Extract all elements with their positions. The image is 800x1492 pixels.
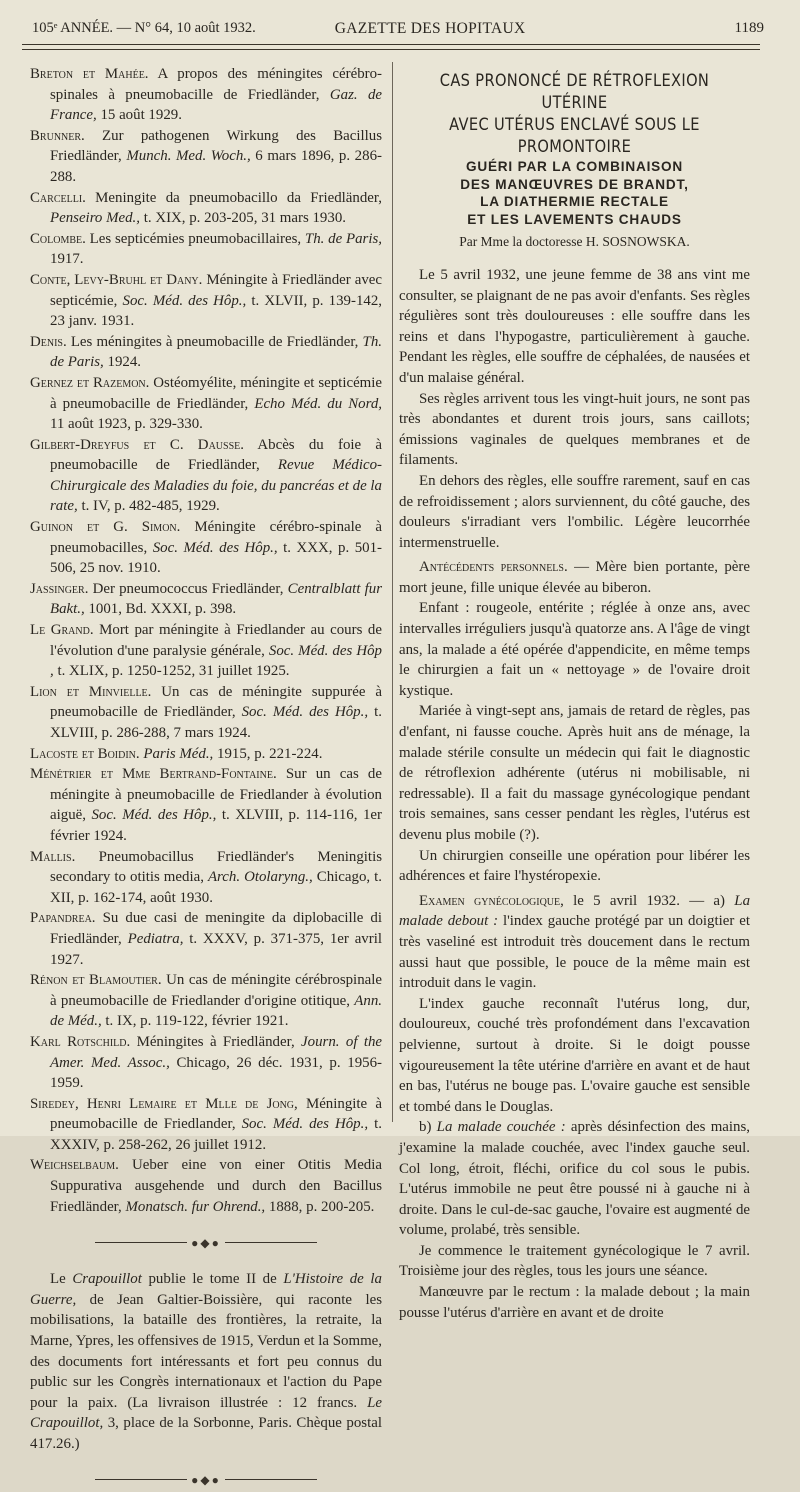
right-column bbox=[399, 70, 750, 1323]
reference-entry bbox=[30, 517, 382, 579]
reference-entry bbox=[30, 373, 382, 435]
reference-details: 1888, p. 200-205. bbox=[265, 1198, 375, 1215]
reference-journal: Echo Méd. du Nord, bbox=[254, 395, 382, 412]
reference-author: Gilbert-Dreyfus et C. Dausse. bbox=[30, 436, 244, 453]
reference-author: Colombe. bbox=[30, 230, 86, 247]
reference-text: Der pneumococcus Friedländer, bbox=[88, 580, 288, 597]
reference-journal: Soc. Méd. des Hôp., bbox=[91, 807, 217, 824]
reference-author: Ménétrier et Mme Bertrand-Fontaine. bbox=[30, 766, 277, 783]
reference-author: Brunner. bbox=[30, 127, 85, 144]
running-header bbox=[22, 20, 778, 46]
reference-text: Un cas de méningite cérébrospinale à pneumobacille de Friedlander d'origine otitique, bbox=[50, 972, 382, 1009]
antecedents-details bbox=[399, 598, 750, 886]
reference-author: Rénon et Blamoutier. bbox=[30, 972, 162, 989]
reference-details: 6 mars 1896, p. 286-288. bbox=[50, 148, 382, 185]
reference-details: t. XXXV, p. 371-375, 1er avril 1927. bbox=[50, 930, 382, 968]
article-byline: Par Mme la doctoresse H. SOSNOWSKA. bbox=[459, 234, 690, 250]
reference-entry bbox=[30, 1155, 382, 1217]
reference-author: Breton et Mahée. bbox=[30, 66, 149, 82]
reference-text: Ueber eine von einer Otitis Media Suppurativa ausgehende und durch den Bacillus Friedländer, bbox=[50, 1157, 382, 1215]
reference-author: Mallis. bbox=[30, 848, 76, 865]
reference-journal: Th. de Paris, bbox=[304, 230, 382, 247]
reference-text: Un cas de méningite suppurée à pneumobacille de Friedländer, bbox=[50, 683, 382, 721]
reference-entry bbox=[30, 435, 382, 517]
reference-entry bbox=[30, 682, 382, 744]
reference-text: Méningites à Friedländer, bbox=[130, 1033, 302, 1050]
header-rule-bottom bbox=[22, 49, 760, 50]
reference-journal: Th. de Paris, bbox=[50, 333, 382, 371]
reference-details: t. XIX, p. 203-205, 31 mars 1930. bbox=[140, 210, 346, 227]
reference-author: Karl Rotschild. bbox=[30, 1033, 131, 1050]
reference-author: Gernez et Razemon. bbox=[30, 374, 150, 391]
reference-author: Lion et Minvielle. bbox=[30, 683, 152, 700]
antecedents-paragraph: Enfant : rougeole, entérite ; réglée à onze ans, avec intervalles irréguliers jusqu'à quatorze ans. A l'âge de vingt ans, la malade a été opérée d'appendicite, en même temps le chirurgien a fait un « nettoyage » de l'ovaire droit kystique. bbox=[399, 600, 750, 699]
reference-details: 11 août 1923, p. 329-330. bbox=[50, 416, 203, 433]
reference-entry bbox=[30, 620, 382, 682]
reference-text: Abcès du foie à pneumobacille de Friedländer, bbox=[50, 436, 382, 474]
reference-details: t. XLVIII, p. 114-116, 1er février 1924. bbox=[50, 807, 382, 844]
reference-entry bbox=[30, 908, 382, 970]
intro-paragraph: En dehors des règles, elle souffre rarement, sauf en cas de refroidissement ; alors surviennent, du côté gauche, des douleurs s'irradiant vers l'ombilic. Légère leucorrhée intermenstruelle. bbox=[399, 472, 750, 551]
intro-paragraph: Le 5 avril 1932, une jeune femme de 38 ans vint me consulter, se plaignant de ne pas avoir d'enfants. Ses règles régulières sont très douloureuses : elle souffre dans les reins et dans l'hypogastre, particulièrement à gauche. Pendant les règles, elle souffre de céphalées, de nausées et d'un malaise général. bbox=[399, 266, 750, 386]
treatment-paragraphs bbox=[399, 1241, 750, 1323]
reference-journal: Journ. of the Amer. Med. Assoc., bbox=[50, 1033, 383, 1071]
reference-details: 1915, p. 221-224. bbox=[213, 745, 323, 762]
reference-text: Pneumobacillus Friedländer's Meningitis secondary to otitis media, bbox=[50, 848, 382, 886]
reference-text: Sur un cas de méningite à pneumobacille de Friedlander à évolution aiguë, bbox=[50, 766, 382, 824]
reference-details: 15 août 1929. bbox=[96, 107, 182, 124]
intro-paragraph: Ses règles arrivent tous les vingt-huit jours, ne sont pas très abondantes et durent trois jours, sans caillots; émissions vaginales de quelques membranes et de filaments. bbox=[399, 390, 750, 469]
examen-paragraph: Examen gynécologique, le 5 avril 1932. — a) La malade debout : l'index gauche protégé par un doigtier et très vaseliné est introduit très doucement dans le rectum aussi haut que possible, le pouce de la même main est introduit dans le vagin. bbox=[399, 892, 751, 992]
reference-details: t. XXXIV, p. 258-262, 26 juillet 1912. bbox=[50, 1116, 382, 1153]
reference-journal: Soc. Méd. des Hôp., bbox=[241, 704, 369, 721]
reference-details: 1924. bbox=[103, 354, 142, 371]
reference-entry bbox=[30, 744, 382, 765]
reference-text: Méningite à pneumobacille de Friedlander, bbox=[50, 1095, 382, 1133]
reference-details: 1917. bbox=[50, 251, 84, 268]
separator-ornament: ●◆● bbox=[30, 1229, 382, 1253]
reference-entry bbox=[30, 126, 382, 188]
antecedents-paragraph: Un chirurgien conseille une opération pour libérer les adhérences et faire l'hystéropexie. bbox=[399, 847, 750, 885]
reference-entry bbox=[30, 270, 382, 332]
reference-details: 1001, Bd. XXXI, p. 398. bbox=[84, 601, 237, 618]
reference-entry bbox=[30, 332, 382, 373]
examen-details: L'index gauche reconnaît l'utérus long, dur, douloureux, couché très profondément dans l'excavation pelvienne, surtout à droite. Si le doigt pousse vigoureusement la tête utérine d'arrière en avant et de haut en bas, l'utérus ne bouge pas. L'ovaire gauche est sensible et tombé dans le Douglas. bbox=[399, 995, 750, 1115]
reference-details: t. XLVII, p. 139-142, 23 janv. 1931. bbox=[50, 292, 382, 330]
reference-author: Weichselbaum. bbox=[30, 1157, 119, 1174]
reference-text: Su due casi de meningite da diplobacille di Friedländer, bbox=[50, 910, 382, 947]
subtitle-line: GUÉRI PAR LA COMBINAISON bbox=[465, 159, 684, 174]
column-divider bbox=[392, 62, 393, 1122]
reference-author: Siredey, Henri Lemaire et Mlle de Jong, bbox=[30, 1095, 298, 1112]
reference-text: Méningite à Friedländer avec septicémie, bbox=[50, 271, 382, 309]
reference-journal: Paris Méd., bbox=[143, 745, 214, 762]
article-intro bbox=[399, 265, 750, 553]
reference-author: Conte, Levy-Bruhl et Dany. bbox=[30, 271, 203, 288]
reference-entry bbox=[30, 1032, 382, 1094]
header-rule-top bbox=[22, 44, 760, 45]
reference-text: Méningite cérébro-spinale à pneumobacilles, bbox=[50, 519, 382, 556]
page-number: 1189 bbox=[734, 20, 764, 36]
reference-entry bbox=[30, 847, 382, 909]
reference-journal: Munch. Med. Woch., bbox=[126, 148, 251, 165]
journal-title: GAZETTE DES HOPITAUX bbox=[334, 20, 526, 37]
article-subtitle bbox=[399, 158, 750, 228]
reference-journal: Soc. Méd. des Hôp., bbox=[152, 539, 278, 556]
reference-details: t. IV, p. 482-485, 1929. bbox=[77, 498, 220, 515]
reference-journal: Monatsch. fur Ohrend., bbox=[125, 1198, 266, 1215]
reference-entry bbox=[30, 64, 382, 126]
reference-text: Meningite da pneumobacillo da Friedländer, bbox=[85, 189, 382, 206]
reference-details: Chicago, t. XII, p. 162-174, août 1930. bbox=[50, 869, 383, 906]
reference-text: Les méningites à pneumobacille de Friedländer, bbox=[66, 333, 363, 350]
bibliography bbox=[30, 64, 382, 1217]
reference-text: Les septicémies pneumobacillaires, bbox=[85, 230, 305, 247]
antecedents-paragraph: Antécédents personnels. — Mère bien portante, père mort jeune, fille unique élevée au biberon. bbox=[399, 559, 750, 596]
reference-journal: Gaz. de France, bbox=[50, 86, 383, 124]
reference-details: t. XLVIII, p. 286-288, 7 mars 1924. bbox=[50, 704, 382, 741]
reference-entry bbox=[30, 764, 382, 846]
treatment-paragraph: Manœuvre par le rectum : la malade debout ; la main pousse l'utérus d'arrière en avant et de droite bbox=[399, 1284, 750, 1321]
separator-ornament-bottom: ●◆● bbox=[30, 1467, 382, 1491]
article-title-line-2: AVEC UTÉRUS ENCLAVÉ SOUS LE PROMONTOIRE bbox=[449, 115, 700, 157]
couchee-paragraph: b) La malade couchée : après désinfection des mains, j'examine la malade couchée, avec l'index gauche seul. Col long, étroit, fléchi, orifice du col sous le pubis. L'utérus immobile ne peut être poussé ni à gauche ni à droite. Dans le cul-de-sac gauche, l'ovaire est augmenté de volume, prolabé, très sensible. bbox=[399, 1119, 750, 1239]
reference-journal: Soc. Méd. des Hôp., bbox=[122, 292, 247, 309]
crapouillot-notice: Le Crapouillot publie le tome II de L'Histoire de la Guerre, de Jean Galtier-Boissière, qui raconte les mobilisations, la bataille des frontières, la retraite, la Marne, Ypres, les offensives de 1915, Verdun et la Somme, des documents fort intéressants et fort peu connus du public sur les Congrès internationaux et l'action du Pape pour la paix. (La livraison illustrée : 12 francs. Le Crapouillot, 3, place de la Sorbonne, Paris. Chèque postal 417.26.) bbox=[30, 1271, 382, 1452]
reference-entry bbox=[30, 970, 382, 1032]
reference-journal: Penseiro Med., bbox=[50, 210, 141, 227]
subtitle-line: ET LES LAVEMENTS CHAUDS bbox=[467, 211, 682, 227]
reference-details: t. IX, p. 119-122, février 1921. bbox=[101, 1013, 289, 1030]
subtitle-line: LA DIATHERMIE RECTALE bbox=[480, 194, 669, 210]
antecedents-paragraph: Mariée à vingt-sept ans, jamais de retard de règles, pas d'enfant, ni fausse couche. Après huit ans de ménage, la malade stérile consulte un médecin qui fait le diagnostic de rétroflexion adhérente (utérus ni mobilisable, ni redressable). Il a fait du massage gynécologique pendant trois semaines, sans cesser pendant les règles, l'utérus est devenu plus mobile (?). bbox=[399, 703, 750, 843]
reference-details: Chicago, 26 déc. 1931, p. 1956-1959. bbox=[50, 1054, 382, 1092]
reference-author: Papandrea. bbox=[30, 910, 96, 927]
reference-journal: Revue Médico-Chirurgicale des Maladies du foie, du pancréas et de la rate, bbox=[50, 457, 382, 515]
left-column bbox=[30, 64, 382, 1491]
reference-author: Carcelli. bbox=[30, 189, 86, 206]
reference-author: Denis. bbox=[30, 333, 67, 350]
issue-info: 105ᵉ ANNÉE. — N° 64, 10 août 1932. bbox=[32, 20, 256, 36]
treatment-paragraph: Je commence le traitement gynécologique le 7 avril. Troisième jour des règles, tous les jours une séance. bbox=[399, 1242, 750, 1280]
article-title-line-1: CAS PRONONCÉ DE RÉTROFLEXION UTÉRINE bbox=[439, 71, 710, 113]
reference-details: t. XXX, p. 501-506, 25 nov. 1910. bbox=[50, 539, 382, 577]
reference-journal: Arch. Otolaryng., bbox=[207, 869, 313, 886]
reference-journal: Soc. Méd. des Hôp , bbox=[50, 642, 382, 680]
reference-text: Mort par méningite à Friedlander au cours de l'évolution d'une paralysie générale, bbox=[50, 622, 382, 659]
reference-author: Lacoste et Boidin. bbox=[30, 745, 140, 762]
reference-text: Zur pathogenen Wirkung des Bacillus Friedländer, bbox=[50, 127, 382, 165]
reference-entry bbox=[30, 229, 382, 270]
reference-author: Le Grand. bbox=[30, 622, 94, 639]
reference-entry bbox=[30, 579, 382, 620]
reference-author: Guinon et G. Simon. bbox=[30, 519, 181, 536]
reference-author: Jassinger. bbox=[30, 580, 89, 597]
reference-entry bbox=[30, 1094, 382, 1156]
reference-entry bbox=[30, 188, 382, 229]
reference-text: Ostéomyélite, méningite et septicémie à pneumobacille de Friedländer, bbox=[50, 374, 383, 412]
reference-journal: Centralblatt fur Bakt., bbox=[50, 580, 382, 618]
reference-journal: Soc. Méd. des Hôp., bbox=[241, 1116, 369, 1133]
reference-journal: Pediatra, bbox=[127, 930, 184, 947]
reference-journal: Ann. de Méd., bbox=[50, 992, 382, 1030]
subtitle-line: DES MANŒUVRES DE BRANDT, bbox=[460, 176, 689, 192]
reference-text: A propos des méningites cérébro-spinales à pneumobacille de Friedländer, bbox=[50, 66, 383, 103]
reference-details: t. XLIX, p. 1250-1252, 31 juillet 1925. bbox=[53, 663, 290, 680]
